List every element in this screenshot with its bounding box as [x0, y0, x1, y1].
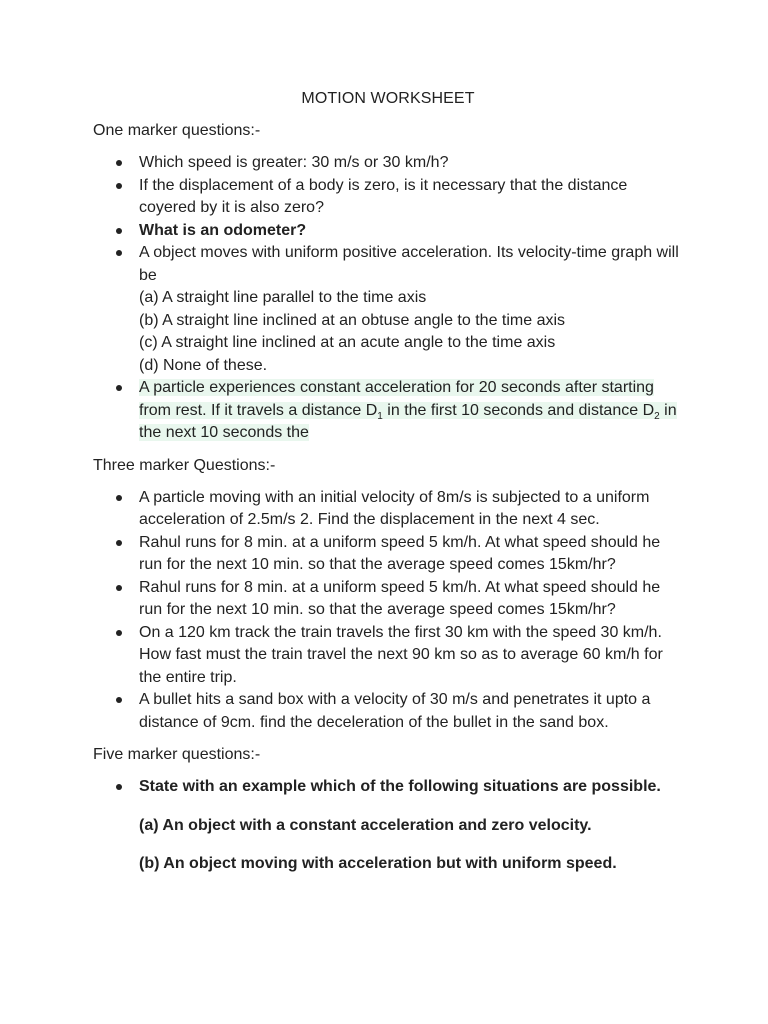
- five-marker-list: [93, 776, 683, 876]
- three-marker-heading: Three marker Questions:-: [93, 456, 276, 474]
- option-c: (c) A straight line inclined at an acute angle to the time axis: [139, 334, 556, 351]
- list-item: If the displacement of a body is zero, is it necessary that the distance coyered by it is also zero?: [139, 175, 683, 220]
- option-d: (d) None of these.: [139, 356, 268, 374]
- list-item: A particle moving with an initial velocity of 8m/s is subjected to a uniform acceleration of 2.5m/s 2. Find the displacement in the next 4 sec.: [139, 487, 683, 532]
- question-stem: A object moves with uniform positive acceleration. Its velocity-time graph will be: [139, 244, 679, 284]
- list-item: Rahul runs for 8 min. at a uniform speed 5 km/h. At what speed should he run for the next 10 min. so that the average speed comes 15km/hr?: [139, 577, 683, 622]
- list-item: Rahul runs for 8 min. at a uniform speed 5 km/h. At what speed should he run for the next 10 min. so that the average speed comes 15km/hr?: [139, 532, 683, 577]
- list-item: [139, 242, 683, 377]
- option-a: (a) A straight line parallel to the time axis: [139, 289, 427, 306]
- option-b: (b) A straight line inclined at an obtuse angle to the time axis: [139, 311, 566, 329]
- five-marker-heading: Five marker questions:-: [93, 746, 261, 763]
- option-a: (a) An object with a constant acceleration and zero velocity.: [139, 816, 592, 834]
- one-marker-list: [93, 152, 683, 445]
- option-b: (b) An object moving with acceleration but with uniform speed.: [139, 855, 617, 872]
- worksheet-page: [93, 88, 683, 886]
- highlighted-text: A particle experiences constant acceleration for 20 seconds after starting from rest. If it travels a distance $D_1$ in the first 10 seconds and distance $D_2$ in the next 10 seconds the: [139, 379, 677, 441]
- three-marker-list: [93, 487, 683, 735]
- question-stem: State with an example which of the following situations are possible.: [139, 778, 661, 795]
- list-item: What is an odometer?: [139, 220, 683, 243]
- list-item: On a 120 km track the train travels the first 30 km with the speed 30 km/h. How fast must the train travel the next 90 km so as to average 60 km/h for the entire trip.: [139, 622, 683, 690]
- page-title: MOTION WORKSHEET: [301, 90, 475, 107]
- list-item-highlighted: [139, 377, 683, 445]
- list-item: [139, 776, 683, 876]
- list-item: A bullet hits a sand box with a velocity of 30 m/s and penetrates it upto a distance of 9cm. find the deceleration of the bullet in the sand box.: [139, 689, 683, 734]
- list-item: Which speed is greater: 30 m/s or 30 km/h?: [139, 152, 683, 175]
- one-marker-heading: One marker questions:-: [93, 122, 261, 139]
